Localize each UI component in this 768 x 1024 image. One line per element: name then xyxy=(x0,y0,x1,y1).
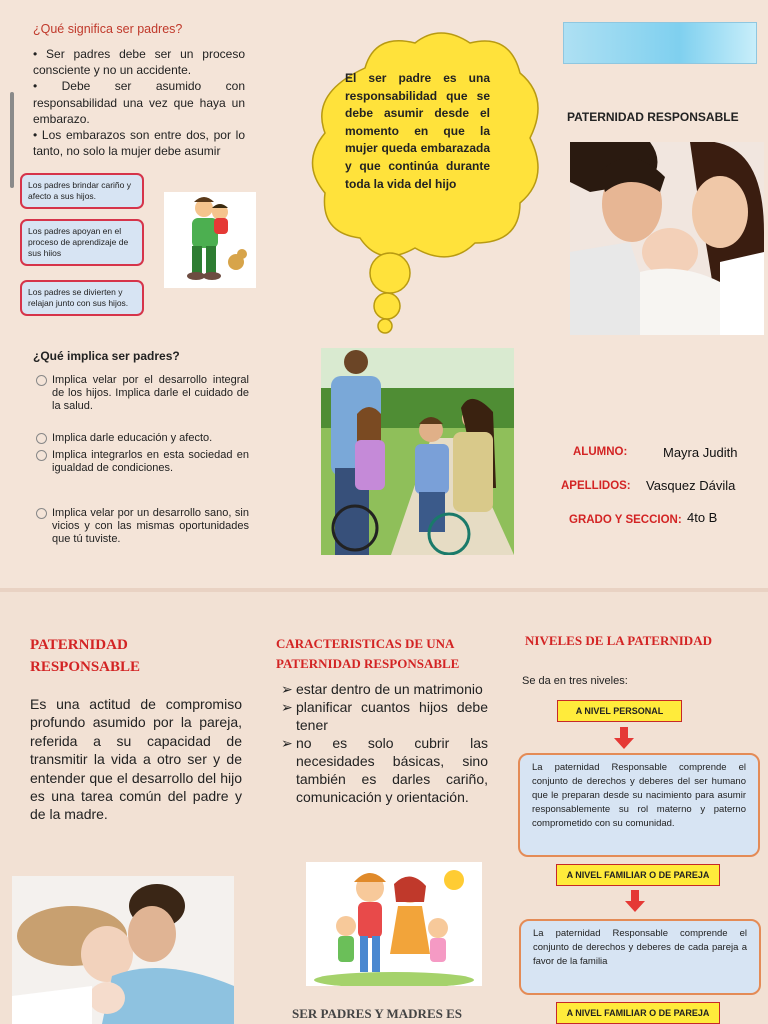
bullet-item: • Los embarazos son entre dos, por lo tanto, no solo la mujer debe asumir xyxy=(33,128,245,159)
cartoon-family-illustration xyxy=(306,862,482,986)
bullet-circle-icon xyxy=(36,450,47,461)
decorative-banner xyxy=(563,22,757,64)
brochure-title: PATERNIDAD RESPONSABLE xyxy=(567,110,739,124)
nivel-personal-label: A NIVEL PERSONAL xyxy=(557,700,682,722)
bullet-circle-icon xyxy=(36,508,47,519)
arrow-down-icon xyxy=(625,890,645,912)
characteristics-list xyxy=(281,680,488,806)
tres-niveles-text: Se da en tres niveles: xyxy=(522,675,628,687)
sleeping-family-photo xyxy=(12,876,234,1024)
nivel-familiar-desc: La paternidad Responsable comprende el conjunto de derechos y deberes de cada pareja a favor de la familia xyxy=(519,919,761,995)
info-box-support: Los padres apoyan en el proceso de aprendizaje de sus hiios xyxy=(20,219,144,266)
nivel-familiar-label: A NIVEL FAMILIAR O DE PAREJA xyxy=(556,864,720,886)
bullet-circle-icon xyxy=(36,433,47,444)
info-box-affection: Los padres brindar cariño y afecto a sus hijos. xyxy=(20,173,144,209)
question-what-implies: ¿Qué implica ser padres? xyxy=(33,349,180,363)
implica-item: Implica integrarlos en esta sociedad en igualdad de condiciones. xyxy=(52,449,249,475)
implica-item: Implica velar por un desarrollo sano, sin vicios y con las mismas oportunidades que tú tuviste. xyxy=(52,507,249,546)
caracteristicas-heading: CARACTERISTICAS DE UNA PATERNIDAD RESPONSABLE xyxy=(276,636,460,671)
arrow-bullet-icon: ➢ xyxy=(281,699,293,715)
grado-value: 4to B xyxy=(687,510,718,525)
scrollbar-thumb[interactable] xyxy=(10,92,14,188)
ser-padres-heading: SER PADRES Y MADRES ES xyxy=(292,1006,462,1021)
arrow-down-icon xyxy=(614,727,634,749)
list-item: ➢ no es solo cubrir las necesidades básicas, sino también es darles cariño, comunicación y orientación. xyxy=(281,735,488,805)
bullet-item: • Ser padres debe ser un proceso consciente y no un accidente. xyxy=(33,47,245,78)
implica-item: Implica velar por el desarrollo integral de los hijos. Implica darle el cuidado de la salud. xyxy=(52,374,249,413)
bullet-circle-icon xyxy=(36,375,47,386)
paternidad-definition: Es una actitud de compromiso profundo asumido por la pareja, referida a su capacidad de transmitir la vida a otro ser y de entender que el desarrollo del hijo es una tarea común del padre y de la madre. xyxy=(30,696,242,823)
arrow-bullet-icon: ➢ xyxy=(281,735,293,751)
info-box-fun: Los padres se divierten y relajan junto con sus hijos. xyxy=(20,280,144,316)
nivel-personal-desc: La paternidad Responsable comprende el conjunto de derechos y deberes del ser humano que le preparan desde su nacimiento para asumir responsablemente su rol materno y paterno comprometido con su comunidad. xyxy=(518,753,760,857)
arrow-bullet-icon: ➢ xyxy=(281,681,293,697)
question-what-means: ¿Qué significa ser padres? xyxy=(33,22,183,36)
bullet-item: • Debe ser asumido con responsabilidad una vez que haya un embarazo. xyxy=(33,79,245,126)
niveles-heading: NIVELES DE LA PATERNIDAD xyxy=(525,633,712,648)
apellidos-value: Vasquez Dávila xyxy=(646,478,736,493)
nivel-familiar-label-2: A NIVEL FAMILIAR O DE PAREJA xyxy=(556,1002,720,1024)
list-item: ➢ estar dentro de un matrimonio xyxy=(281,681,483,697)
meaning-bullets xyxy=(33,46,245,159)
alumno-label: ALUMNO: xyxy=(573,446,628,458)
cartoon-father-illustration xyxy=(164,192,256,288)
paternidad-heading: PATERNIDAD RESPONSABLE xyxy=(30,637,141,675)
family-bicycle-photo xyxy=(321,348,514,555)
grado-label: GRADO Y SECCION: xyxy=(569,514,682,526)
apellidos-label: APELLIDOS: xyxy=(561,480,631,492)
cloud-quote: El ser padre es una responsabilidad que se debe asumir desde el momento en que la mujer queda embarazada y que continúa durante toda la vida del hijo xyxy=(345,71,490,191)
parents-baby-photo xyxy=(570,142,764,335)
list-item: ➢ planificar cuantos hijos debe tener xyxy=(281,699,488,733)
alumno-value: Mayra Judith xyxy=(663,445,738,460)
implica-item: Implica darle educación y afecto. xyxy=(52,432,249,445)
